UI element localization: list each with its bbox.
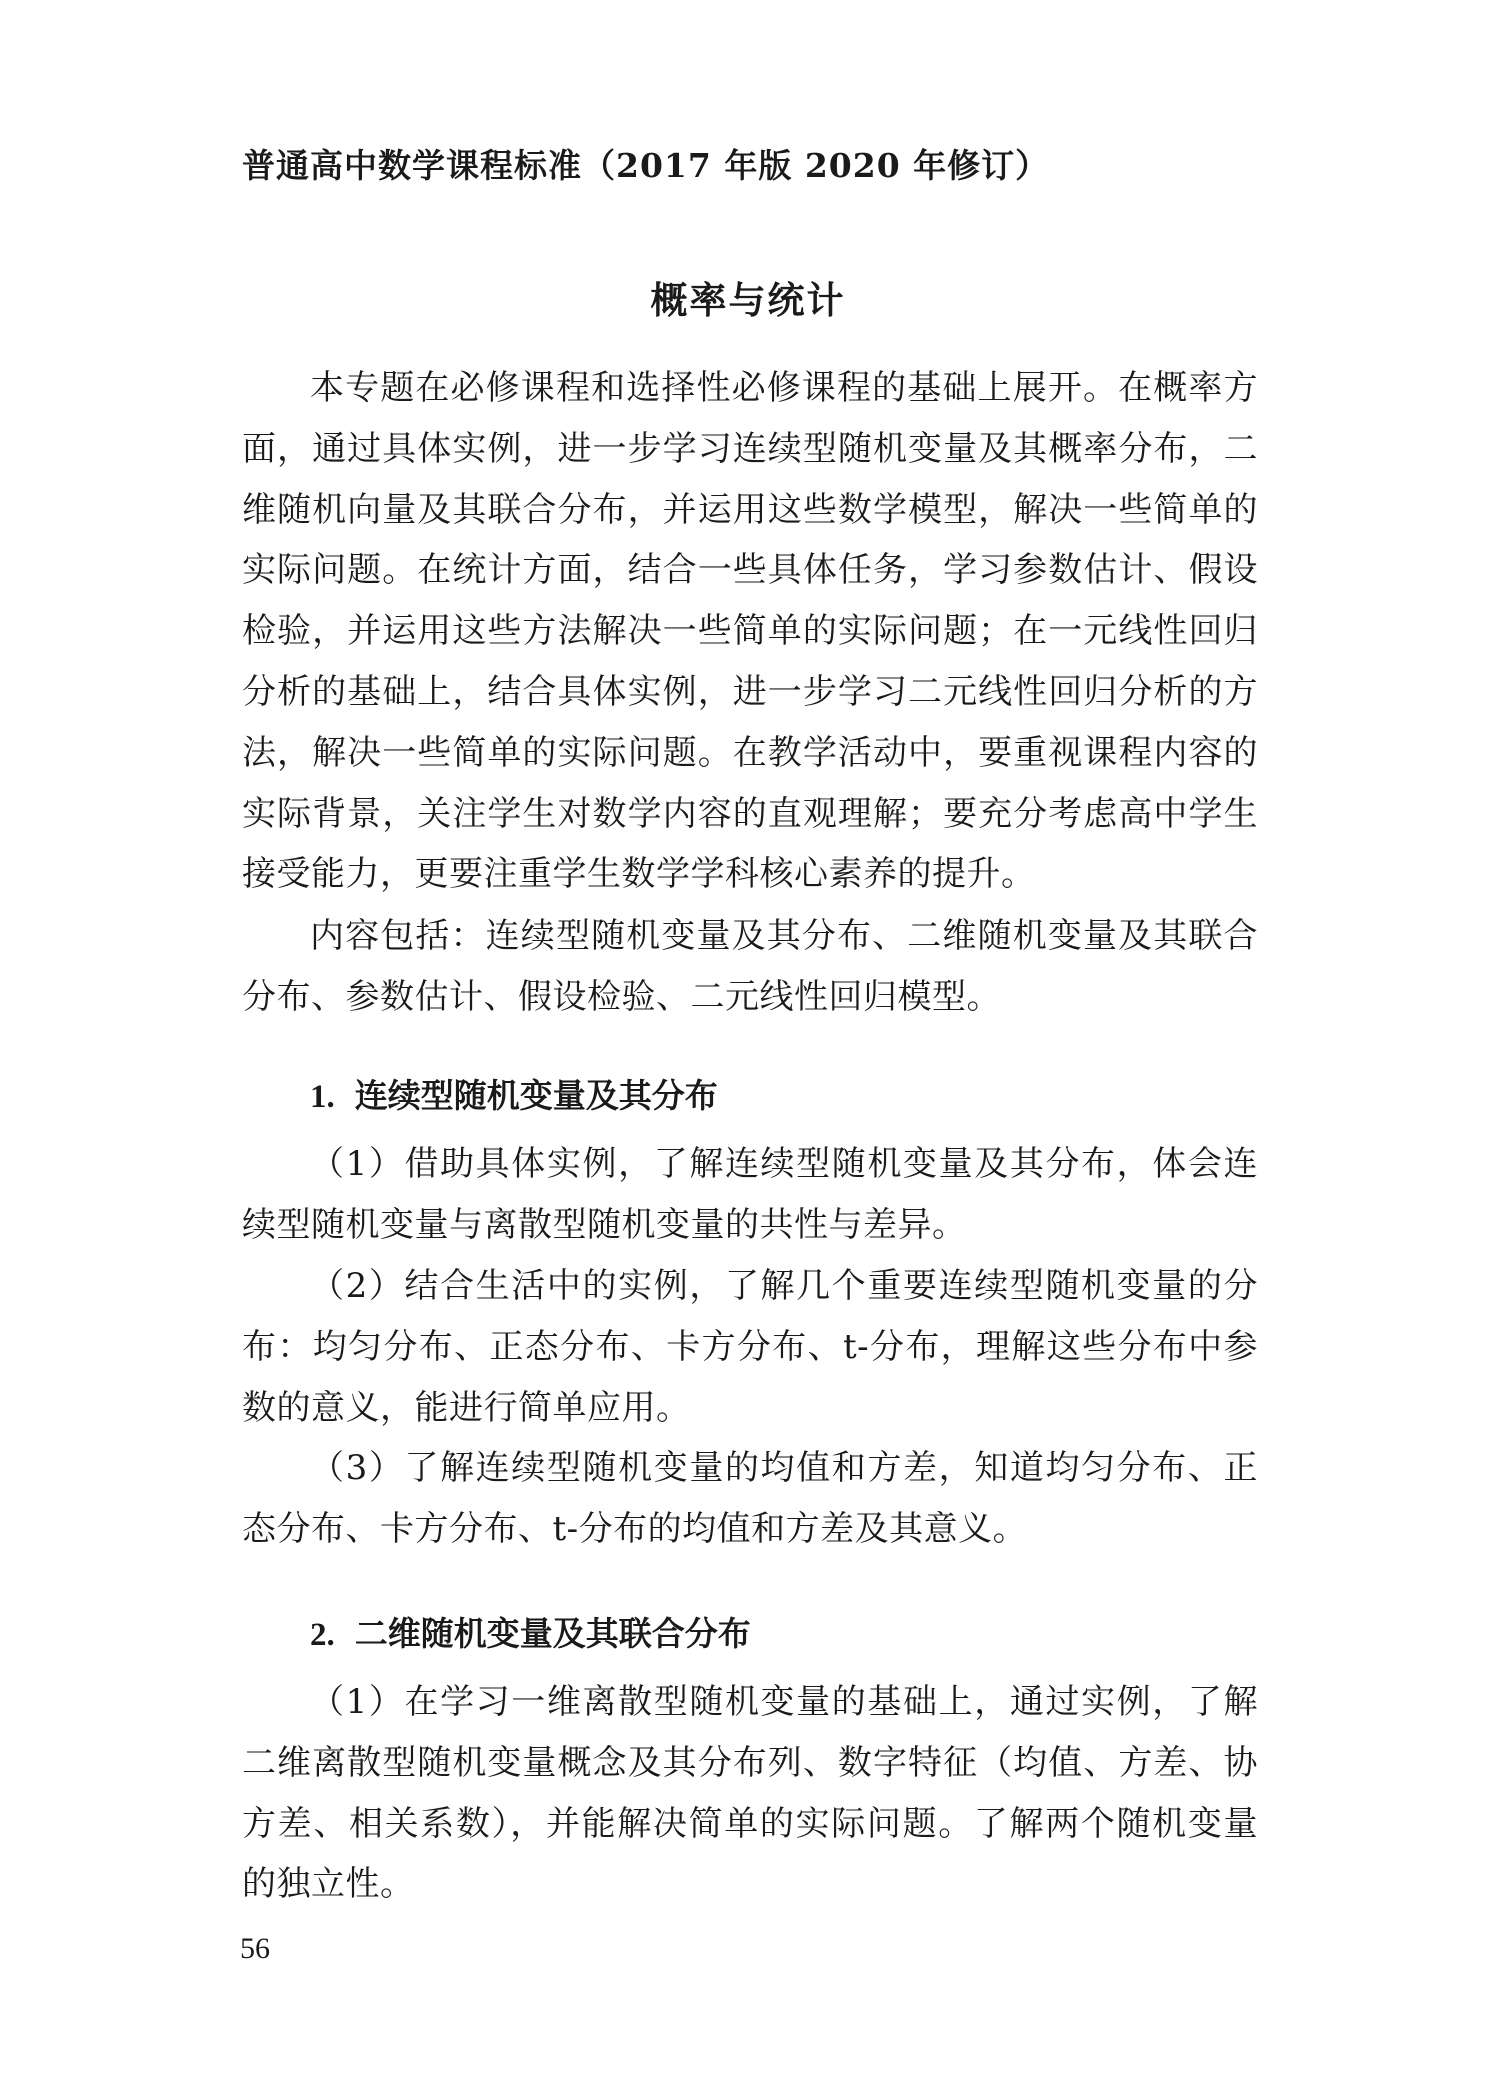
section-1-item-3: （3）了解连续型随机变量的均值和方差，知道均匀分布、正态分布、卡方分布、t-分布的均值和方差及其意义。 (242, 1448, 1258, 1549)
intro-paragraph-1: 本专题在必修课程和选择性必修课程的基础上展开。在概率方面，通过具体实例，进一步学习连续型随机变量及其概率分布，二维随机向量及其联合分布，并运用这些数学模型，解决一些简单的实际问题。在统计方面，结合一些具体任务，学习参数估计、假设检验，并运用这些方法解决一些简单的实际问题；在一元线性回归分析的基础上，结合具体实例，进一步学习二元线性回归分析的方法，解决一些简单的实际问题。在教学活动中，要重视课程内容的实际背景，关注学生对数学内容的直观理解；要充分考虑高中学生接受能力，更要注重学生数学学科核心素养的提升。 (242, 368, 1258, 895)
section-title: 连续型随机变量及其分布 (354, 1076, 718, 1115)
section-1-item-1: （1）借助具体实例，了解连续型随机变量及其分布，体会连续型随机变量与离散型随机变量的共性与差异。 (242, 1144, 1258, 1245)
section-title: 二维随机变量及其联合分布 (354, 1614, 751, 1653)
section-heading-2 (310, 1608, 751, 1655)
section-heading-1 (310, 1070, 718, 1117)
section-2-item-1: （1）在学习一维离散型随机变量的基础上，通过实例，了解二维离散型随机变量概念及其分布列、数字特征（均值、方差、协方差、相关系数），并能解决简单的实际问题。了解两个随机变量的独立性。 (242, 1682, 1258, 1905)
section-number: 2. (310, 1617, 335, 1653)
page-number: 56 (240, 1932, 270, 1965)
section-number: 1. (310, 1079, 335, 1115)
section-1-item-2: （2）结合生活中的实例，了解几个重要连续型随机变量的分布：均匀分布、正态分布、卡方分布、t-分布，理解这些分布中参数的意义，能进行简单应用。 (242, 1266, 1258, 1428)
running-header: 普通高中数学课程标准（2017 年版 2020 年修订） (242, 146, 1050, 185)
topic-title: 概率与统计 (650, 278, 846, 322)
intro-paragraph-2: 内容包括：连续型随机变量及其分布、二维随机变量及其联合分布、参数估计、假设检验、二元线性回归模型。 (242, 916, 1258, 1017)
